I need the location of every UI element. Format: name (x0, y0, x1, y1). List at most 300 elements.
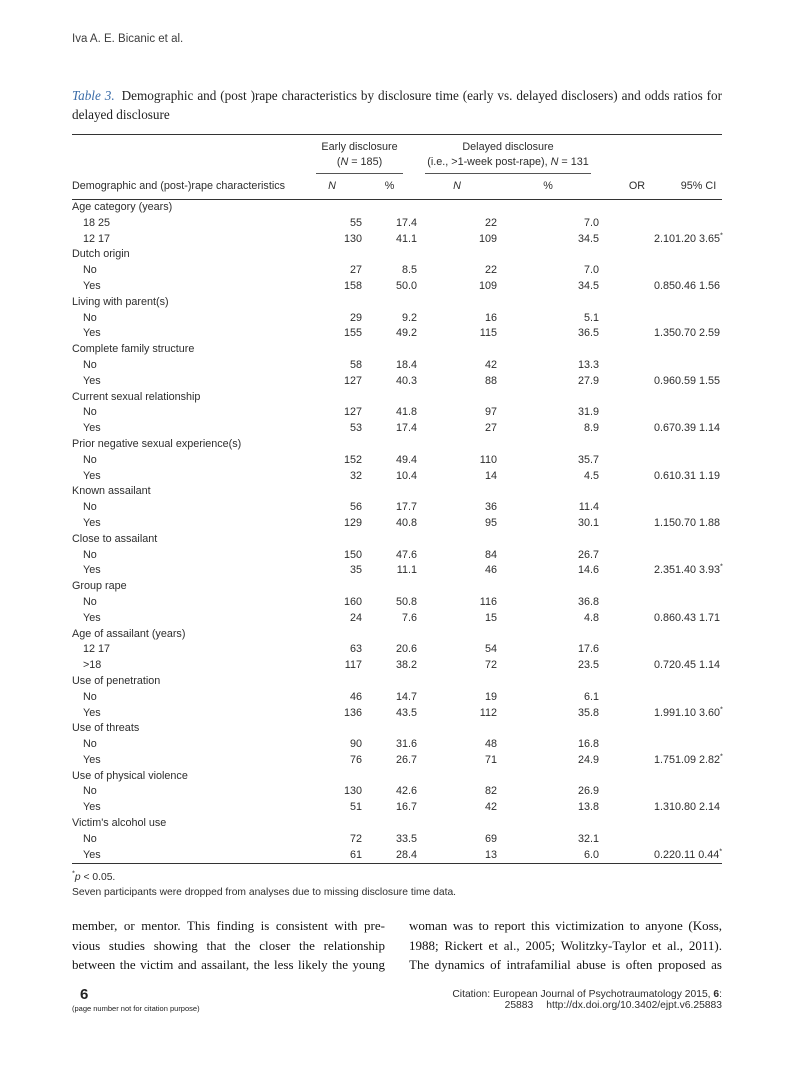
cell-confidence-interval (675, 690, 722, 706)
cell-delayed-n: 115 (479, 327, 497, 340)
table-row (72, 548, 722, 564)
cell-delayed-pct: 34.5 (577, 232, 599, 245)
table-row (72, 642, 722, 658)
cell-odds-ratio (599, 784, 675, 800)
cell-delayed-n: 27 (484, 422, 497, 435)
cell-early-pct: 17.7 (395, 501, 417, 514)
cell-early-pct (362, 200, 417, 216)
cell-early-n (302, 437, 362, 453)
significance-asterisk: * (720, 561, 723, 571)
cell-early-n: 63 (349, 643, 362, 656)
cell-confidence-interval (675, 816, 722, 832)
table-row (72, 216, 722, 232)
row-label: Yes (83, 279, 101, 292)
table-caption-text: Demographic and (post )rape characteristics by disclosure time (early vs. delayed disclosers) and odds ratios for delayed disclosure (72, 88, 722, 122)
cell-odds-ratio (599, 674, 675, 690)
cell-delayed-pct (497, 674, 599, 690)
significance-asterisk: * (720, 703, 723, 713)
table-row (72, 532, 722, 548)
table-row (72, 563, 722, 579)
cell-early-pct: 42.6 (395, 785, 417, 798)
cell-early-pct: 18.4 (395, 358, 417, 371)
cell-odds-ratio (599, 200, 675, 216)
early-group-title: Early disclosure (321, 141, 398, 153)
cell-confidence-interval (675, 595, 722, 611)
cell-delayed-n (417, 532, 497, 548)
cell-odds-ratio (599, 311, 675, 327)
cell-delayed-n (417, 390, 497, 406)
cell-early-pct: 49.2 (395, 327, 417, 340)
cell-confidence-interval (675, 247, 722, 263)
table-row (72, 342, 722, 358)
cell-confidence-interval: 0.11 0.44* (675, 846, 723, 861)
cell-delayed-n (417, 816, 497, 832)
cell-delayed-n: 36 (484, 501, 497, 514)
delayed-group-title: Delayed disclosure (462, 141, 554, 153)
cell-early-pct (362, 437, 417, 453)
cell-confidence-interval (675, 627, 722, 643)
table-row (72, 374, 722, 390)
cell-early-n: 129 (343, 516, 362, 529)
cell-odds-ratio: 0.67 (653, 422, 675, 435)
cell-early-n (302, 390, 362, 406)
cell-confidence-interval (675, 295, 722, 311)
cell-confidence-interval (675, 263, 722, 279)
cell-early-pct (362, 674, 417, 690)
cell-odds-ratio (599, 295, 675, 311)
cell-early-n: 29 (349, 311, 362, 324)
cell-confidence-interval: 1.10 3.60* (675, 703, 723, 719)
cell-confidence-interval (675, 358, 722, 374)
cell-delayed-n: 95 (484, 516, 497, 529)
cell-confidence-interval: 1.20 3.65* (675, 230, 723, 245)
cell-early-n: 53 (349, 422, 362, 435)
cell-delayed-n (417, 342, 497, 358)
cell-delayed-n: 109 (478, 232, 497, 245)
cell-odds-ratio (599, 548, 675, 564)
delayed-disclosure-group (417, 135, 599, 175)
cell-early-pct (362, 247, 417, 263)
cell-delayed-pct: 24.9 (577, 753, 599, 766)
cell-delayed-pct (497, 200, 599, 216)
cell-delayed-n: 84 (484, 548, 497, 561)
delayed-pct-header: % (497, 174, 599, 200)
cell-early-pct: 40.8 (395, 516, 417, 529)
cell-delayed-pct: 6.1 (583, 690, 599, 703)
cell-early-pct: 16.7 (395, 801, 417, 814)
cell-delayed-n (417, 721, 497, 737)
row-label: Yes (83, 848, 101, 861)
cell-early-pct: 11.1 (396, 564, 417, 577)
table-row (72, 706, 722, 722)
journal-page (0, 33, 794, 1013)
row-label: No (83, 690, 97, 703)
row-label: No (83, 264, 97, 277)
cell-early-pct: 43.5 (395, 706, 417, 719)
cell-confidence-interval: 1.09 2.82* (675, 751, 723, 766)
cell-early-n (302, 579, 362, 595)
cell-odds-ratio (599, 832, 675, 848)
table-row (72, 295, 722, 311)
cell-confidence-interval (675, 674, 722, 690)
cell-early-n: 160 (343, 595, 362, 608)
row-label: Yes (83, 516, 101, 529)
table-footnotes (72, 870, 722, 900)
cell-delayed-pct (497, 437, 599, 453)
table-row (72, 421, 722, 437)
cell-delayed-n: 14 (484, 469, 497, 482)
cell-confidence-interval: 0.43 1.71 (675, 611, 721, 624)
cell-early-pct: 50.0 (395, 279, 417, 292)
row-label: Use of threats (72, 722, 140, 735)
cell-confidence-interval: 1.40 3.93* (675, 561, 723, 577)
cell-delayed-n: 16 (484, 311, 497, 324)
table-body (72, 200, 722, 864)
cell-confidence-interval (675, 579, 722, 595)
cell-delayed-pct: 13.8 (577, 801, 599, 814)
body-line: between the victim and assailant, the less likely the young (72, 957, 385, 973)
cell-early-pct: 38.2 (395, 659, 417, 672)
cell-delayed-n: 42 (484, 358, 497, 371)
cell-early-n: 56 (349, 501, 362, 514)
cell-early-n: 55 (349, 216, 362, 229)
cell-odds-ratio (599, 642, 675, 658)
empty-corner-cell (72, 135, 302, 175)
body-column-left (72, 916, 385, 975)
early-pct-header: % (362, 174, 417, 200)
cell-early-pct: 40.3 (395, 374, 417, 387)
row-label: Prior negative sexual experience(s) (72, 437, 242, 450)
cell-delayed-pct (497, 579, 599, 595)
row-label: >18 (83, 659, 102, 672)
row-label: Yes (83, 801, 101, 814)
cell-delayed-pct (497, 390, 599, 406)
cell-early-n: 127 (343, 406, 362, 419)
cell-confidence-interval (675, 769, 722, 785)
significance-asterisk: * (719, 846, 723, 856)
significance-asterisk: * (720, 230, 723, 239)
table-row (72, 326, 722, 342)
cell-early-pct (362, 769, 417, 785)
body-line: woman was to report this victimization to anyone (Koss, (409, 918, 722, 934)
cell-early-pct: 31.6 (395, 738, 417, 751)
cell-delayed-n (417, 247, 497, 263)
cell-delayed-n: 109 (478, 279, 497, 292)
cell-odds-ratio (599, 453, 675, 469)
cell-odds-ratio: 0.61 (653, 469, 675, 482)
row-label: Age category (years) (72, 201, 173, 213)
cell-odds-ratio: 0.72 (653, 659, 675, 672)
cell-early-pct (362, 627, 417, 643)
cell-delayed-pct: 31.9 (577, 406, 599, 419)
cell-odds-ratio: 1.15 (653, 516, 675, 529)
cell-delayed-n: 69 (484, 832, 497, 845)
table-3 (72, 134, 722, 864)
table-row (72, 484, 722, 500)
cell-odds-ratio (599, 358, 675, 374)
cell-early-n (302, 816, 362, 832)
cell-delayed-pct: 13.3 (577, 358, 599, 371)
row-label: Use of penetration (72, 674, 161, 687)
table-row (72, 721, 722, 737)
cell-confidence-interval (675, 548, 722, 564)
cell-delayed-pct: 26.7 (577, 548, 599, 561)
cell-early-pct: 50.8 (395, 595, 417, 608)
doi-link[interactable]: http://dx.doi.org/10.3402/ejpt.v6.25883 (546, 999, 722, 1011)
citation-volume: 6 (713, 988, 720, 1000)
cell-confidence-interval (675, 405, 722, 421)
citation-text: Citation: European Journal of Psychotraumatology 2015, (452, 988, 714, 1000)
row-label: 12 17 (83, 232, 111, 245)
body-text (72, 916, 722, 975)
cell-early-pct (362, 721, 417, 737)
cell-delayed-n: 112 (479, 706, 497, 719)
cell-delayed-n: 71 (484, 753, 497, 766)
cell-early-n: 155 (343, 327, 362, 340)
cell-delayed-pct: 26.9 (577, 785, 599, 798)
cell-odds-ratio (599, 769, 675, 785)
cell-delayed-pct (497, 247, 599, 263)
cell-early-pct (362, 532, 417, 548)
cell-odds-ratio (599, 737, 675, 753)
cell-delayed-n: 22 (484, 264, 497, 277)
cell-confidence-interval: 0.70 1.88 (675, 516, 721, 529)
cell-delayed-pct: 17.6 (577, 643, 599, 656)
ci-group-spacer (675, 135, 722, 175)
cell-odds-ratio: 0.85 (653, 279, 675, 292)
cell-confidence-interval: 0.46 1.56 (675, 279, 721, 292)
cell-delayed-n: 97 (484, 406, 497, 419)
cell-delayed-pct: 35.7 (577, 453, 599, 466)
table-row (72, 390, 722, 406)
row-label: No (83, 453, 97, 466)
page-footer (72, 985, 722, 1013)
table-row (72, 690, 722, 706)
cell-early-n: 130 (343, 232, 362, 245)
cell-early-n: 76 (349, 753, 362, 766)
table-row (72, 816, 722, 832)
row-label: Group rape (72, 580, 127, 593)
cell-early-n (302, 674, 362, 690)
cell-confidence-interval (675, 437, 722, 453)
cell-delayed-n: 13 (484, 848, 497, 861)
cell-odds-ratio (599, 500, 675, 516)
or-header: OR (599, 174, 675, 200)
table-row (72, 500, 722, 516)
cell-delayed-n: 15 (484, 611, 497, 624)
citation-line (282, 988, 722, 1011)
row-label: Yes (83, 422, 101, 435)
cell-odds-ratio (599, 390, 675, 406)
table-row (72, 579, 722, 595)
cell-confidence-interval: 0.59 1.55 (675, 374, 721, 387)
cell-delayed-n: 46 (484, 564, 497, 577)
column-header-row (72, 174, 722, 200)
cell-delayed-n (417, 769, 497, 785)
cell-delayed-pct: 14.6 (577, 564, 599, 577)
cell-delayed-pct (497, 295, 599, 311)
row-label: Age of assailant (years) (72, 627, 186, 640)
row-label: Yes (83, 611, 101, 624)
cell-early-pct (362, 342, 417, 358)
cell-odds-ratio: 2.10 (653, 232, 675, 245)
cell-early-pct: 28.4 (395, 848, 417, 861)
cell-early-pct: 8.5 (401, 264, 417, 277)
cell-early-n: 46 (349, 690, 362, 703)
row-label: Complete family structure (72, 343, 195, 356)
cell-delayed-pct: 4.8 (583, 611, 599, 624)
cell-delayed-pct (497, 721, 599, 737)
cell-delayed-pct: 4.5 (583, 469, 599, 482)
cell-confidence-interval (675, 484, 722, 500)
cell-confidence-interval (675, 642, 722, 658)
cell-delayed-n: 110 (479, 453, 497, 466)
cell-confidence-interval (675, 342, 722, 358)
table-row (72, 358, 722, 374)
table-row (72, 516, 722, 532)
cell-early-pct: 41.1 (395, 232, 417, 245)
cell-delayed-pct: 27.9 (577, 374, 599, 387)
cell-confidence-interval (675, 721, 722, 737)
cell-odds-ratio (599, 816, 675, 832)
row-label: Yes (83, 753, 101, 766)
cell-delayed-pct: 32.1 (577, 832, 599, 845)
cell-early-n (302, 342, 362, 358)
table-row (72, 232, 722, 248)
row-label: Known assailant (72, 485, 151, 498)
significance-asterisk: * (720, 751, 723, 761)
row-label: Yes (83, 374, 101, 387)
cell-early-n (302, 769, 362, 785)
cell-delayed-pct (497, 769, 599, 785)
cell-confidence-interval (675, 737, 722, 753)
cell-odds-ratio (599, 484, 675, 500)
table-row (72, 737, 722, 753)
row-label: No (83, 548, 97, 561)
cell-early-n: 90 (349, 738, 362, 751)
cell-delayed-pct (497, 627, 599, 643)
cell-confidence-interval: 0.39 1.14 (675, 422, 721, 435)
cell-early-n: 24 (349, 611, 362, 624)
cell-early-pct (362, 484, 417, 500)
table-row (72, 469, 722, 485)
cell-delayed-n: 88 (484, 374, 497, 387)
cell-delayed-n: 48 (484, 738, 497, 751)
body-line: The dynamics of intrafamilial abuse is often proposed as (409, 957, 722, 973)
row-label: Yes (83, 564, 101, 577)
cell-early-n: 61 (349, 848, 362, 861)
cell-delayed-n (417, 200, 497, 216)
cell-early-n: 130 (343, 785, 362, 798)
cell-early-n: 152 (343, 453, 362, 466)
delayed-group-n: (i.e., >1-week post-rape), N = 131 (427, 156, 589, 168)
cell-delayed-n (417, 627, 497, 643)
cell-delayed-n (417, 295, 497, 311)
row-label: Use of physical violence (72, 769, 188, 782)
cell-delayed-pct: 7.0 (583, 216, 599, 229)
row-label: No (83, 832, 97, 845)
cell-early-n (302, 484, 362, 500)
table-row (72, 769, 722, 785)
cell-delayed-pct: 6.0 (583, 848, 599, 861)
table-caption (72, 86, 722, 124)
cell-early-n (302, 532, 362, 548)
cell-early-n (302, 247, 362, 263)
cell-confidence-interval: 0.70 2.59 (675, 327, 721, 340)
cell-odds-ratio: 2.35 (653, 564, 675, 577)
cell-confidence-interval (675, 832, 722, 848)
cell-early-n (302, 200, 362, 216)
running-head: Iva A. E. Bicanic et al. (72, 33, 184, 45)
table-row (72, 658, 722, 674)
cell-confidence-interval (675, 500, 722, 516)
significance-footnote: *p < 0.05. (72, 869, 116, 884)
cell-odds-ratio (599, 532, 675, 548)
cell-early-pct (362, 816, 417, 832)
cell-early-n: 136 (343, 706, 362, 719)
cell-odds-ratio (599, 595, 675, 611)
cell-confidence-interval: 0.45 1.14 (675, 659, 721, 672)
table-row (72, 247, 722, 263)
cell-delayed-pct: 16.8 (577, 738, 599, 751)
cell-delayed-pct: 35.8 (577, 706, 599, 719)
cell-delayed-n (417, 579, 497, 595)
cell-confidence-interval (675, 532, 722, 548)
cell-early-pct: 17.4 (395, 216, 417, 229)
cell-delayed-n (417, 484, 497, 500)
cell-delayed-pct: 23.5 (577, 659, 599, 672)
cell-delayed-pct: 8.9 (583, 422, 599, 435)
cell-delayed-pct: 11.4 (578, 501, 599, 514)
cell-delayed-n: 72 (484, 659, 497, 672)
cell-early-n: 117 (344, 659, 362, 672)
row-label: Yes (83, 469, 101, 482)
cell-early-pct: 33.5 (395, 832, 417, 845)
cell-early-n (302, 721, 362, 737)
cell-delayed-pct: 5.1 (583, 311, 599, 324)
cell-delayed-n: 42 (484, 801, 497, 814)
table-row (72, 832, 722, 848)
cell-early-pct: 47.6 (395, 548, 417, 561)
cell-early-pct: 14.7 (395, 690, 417, 703)
cell-delayed-n: 116 (479, 595, 497, 608)
cell-odds-ratio: 1.99 (653, 706, 675, 719)
cell-early-pct (362, 295, 417, 311)
table-row (72, 279, 722, 295)
body-line: vious studies showing that the closer the relationship (72, 937, 385, 953)
cell-early-pct: 20.6 (395, 643, 417, 656)
table-row (72, 611, 722, 627)
cell-early-pct: 17.4 (395, 422, 417, 435)
dropped-participants-footnote: Seven participants were dropped from analyses due to missing disclosure time data. (72, 887, 457, 899)
table-row (72, 848, 722, 864)
cell-odds-ratio (599, 405, 675, 421)
cell-delayed-pct (497, 816, 599, 832)
cell-odds-ratio: 1.75 (653, 753, 675, 766)
cell-early-n: 127 (343, 374, 362, 387)
table-row (72, 784, 722, 800)
cell-early-pct (362, 390, 417, 406)
cell-confidence-interval (675, 390, 722, 406)
cell-delayed-n: 19 (484, 690, 497, 703)
cell-confidence-interval (675, 200, 722, 216)
row-label: 12 17 (83, 643, 111, 656)
table-row (72, 800, 722, 816)
cell-early-n: 51 (349, 801, 362, 814)
page-number-block (72, 985, 282, 1013)
cell-delayed-pct: 7.0 (583, 264, 599, 277)
cell-early-n: 35 (349, 564, 362, 577)
